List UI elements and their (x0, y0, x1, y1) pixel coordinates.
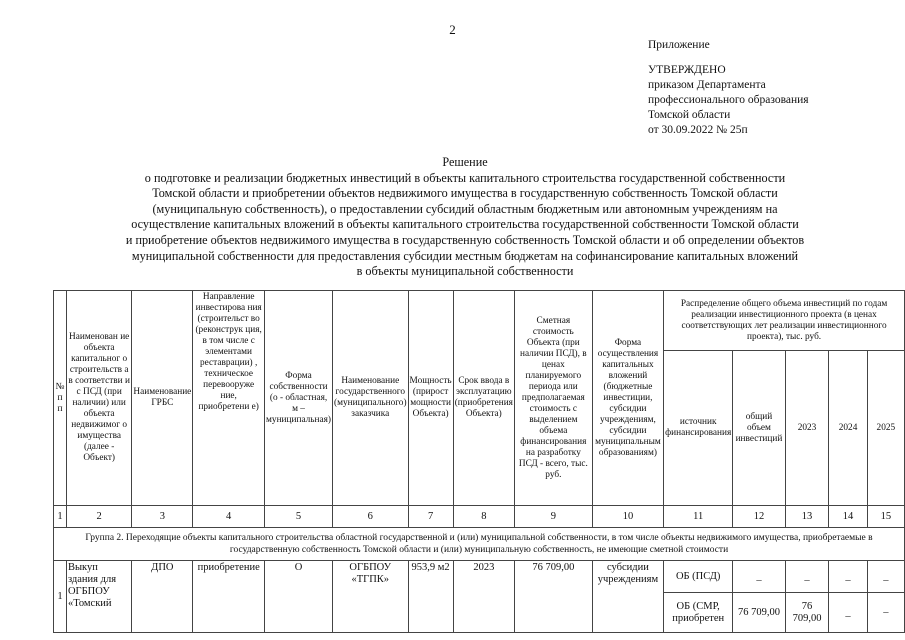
direction-cell: приобретение (193, 561, 265, 633)
y2023-cell: _ (785, 561, 829, 593)
header-cell: общий объем инвестиций (733, 351, 785, 506)
column-number: 10 (592, 506, 663, 528)
form-cell: субсидии учреждениям (592, 561, 663, 633)
page-number: 2 (449, 22, 456, 37)
column-number: 15 (867, 506, 904, 528)
object-name: Выкуп здания для ОГБПОУ «Томский (66, 561, 131, 633)
y2023-cell: 76 709,00 (785, 593, 829, 633)
column-number: 6 (333, 506, 409, 528)
column-number: 12 (733, 506, 785, 528)
header-cell: Срок ввода в эксплуатацию (приобретения Объекта) (453, 291, 514, 506)
header-cell: Наименование государственного (муниципального) заказчика (333, 291, 409, 506)
header-distribution: Распределение общего объема инвестиций по годам реализации инвестиционного проекта (в ценах соответствующих лет реализации инвестиционного проекта), тыс. руб. (664, 291, 905, 351)
capacity-cell: 953,9 м2 (408, 561, 453, 633)
header-cell: Мощность (прирост мощности Объекта) (408, 291, 453, 506)
row-number: 1 (54, 561, 67, 633)
decision-line: о подготовке и реализации бюджетных инвестиций в объекты капитального строительства государственной собственности (144, 170, 786, 185)
approval-line: приказом Департамента (648, 79, 766, 91)
investment-table (53, 290, 905, 633)
column-number: 3 (132, 506, 193, 528)
column-number: 14 (829, 506, 867, 528)
approval-line: Томской области (648, 109, 731, 121)
header-cell: источник финансирования (664, 351, 733, 506)
header-cell: Форма осуществления капитальных вложений (бюджетные инвестиции, субсидии учреждениям, субсидии муниципальным образованиям) (592, 291, 663, 506)
approved-label: УТВЕРЖДЕНО (648, 64, 726, 76)
decision-line: и приобретение объектов недвижимого имущества в государственную собственность Томской области и об определении объектов (125, 232, 805, 247)
decision-line: (муниципальную собственность), о предоставлении субсидий областным бюджетным или автономным учреждениям на (152, 201, 778, 216)
group-heading: Группа 2. Переходящие объекты капитального строительства областной государственной и (или) муниципальной собственности, в том числе объекты недвижимого имущества, приобретаемые в государственную собственность Томской области и (или) муниципальную собственность, не имеющие сметной стоимости (54, 528, 905, 561)
grbs-cell: ДПО (132, 561, 193, 633)
column-number: 13 (785, 506, 829, 528)
header-cell: 2023 (785, 351, 829, 506)
header-cell: Наименован ие объекта капитальног о строительств а в соответстви и с ПСД (при наличии) или объекта недвижимог о имущества (далее - Объект) (66, 291, 131, 506)
column-number: 1 (54, 506, 67, 528)
header-cell: 2025 (867, 351, 904, 506)
column-number: 2 (66, 506, 131, 528)
customer-cell: ОГБПОУ «ТГПК» (333, 561, 409, 633)
approval-line: профессионального образования (648, 94, 809, 106)
header-cell: Наименование ГРБС (132, 291, 193, 506)
column-number: 8 (453, 506, 514, 528)
ownership-cell: О (265, 561, 333, 633)
header-cell: Сметная стоимость Объекта (при наличии ПСД), в ценах планируемого периода или предполагаемая стоимость с выделением объема финансирования на разработку ПСД - всего, тыс. руб. (514, 291, 592, 506)
y2025-cell: – (867, 593, 904, 633)
column-number: 9 (514, 506, 592, 528)
column-number: 4 (193, 506, 265, 528)
decision-line: Томской области и приобретении объектов недвижимого имущества в государственную собственность Томской области (152, 186, 778, 201)
appendix-label: Приложение (648, 39, 710, 51)
term-cell: 2023 (453, 561, 514, 633)
y2024-cell: _ (829, 593, 867, 633)
column-number: 5 (265, 506, 333, 528)
y2025-cell: _ (867, 561, 904, 593)
cost-cell: 76 709,00 (514, 561, 592, 633)
header-cell: Форма собственности (о - областная, м – муниципальная) (265, 291, 333, 506)
decision-heading (60, 155, 870, 280)
approval-date: от 30.09.2022 № 25п (648, 124, 748, 136)
y2024-cell: _ (829, 561, 867, 593)
decision-line: осуществление капитальных вложений в объекты капитального строительства государственной собственности Томской области (131, 217, 799, 232)
total-cell: 76 709,00 (733, 593, 785, 633)
decision-title: Решение (442, 155, 488, 169)
header-cell: 2024 (829, 351, 867, 506)
column-number: 7 (408, 506, 453, 528)
column-number: 11 (664, 506, 733, 528)
header-cell: Направление инвестирова ния (строительст во (реконструк ция, в том числе с элементами реставрации) , техническое перевооруже ние, приобретени е) (193, 291, 265, 506)
decision-line: муниципальной собственности для предоставления субсидии местным бюджетам на софинансирование капитальных вложений (131, 248, 799, 263)
total-cell: _ (733, 561, 785, 593)
header-cell: № п п (54, 291, 67, 506)
approval-block (648, 38, 809, 138)
decision-line: в объекты муниципальной собственности (356, 264, 574, 279)
source-cell: ОБ (ПСД) (664, 561, 733, 593)
source-cell: ОБ (СМР, приобретен (664, 593, 733, 633)
